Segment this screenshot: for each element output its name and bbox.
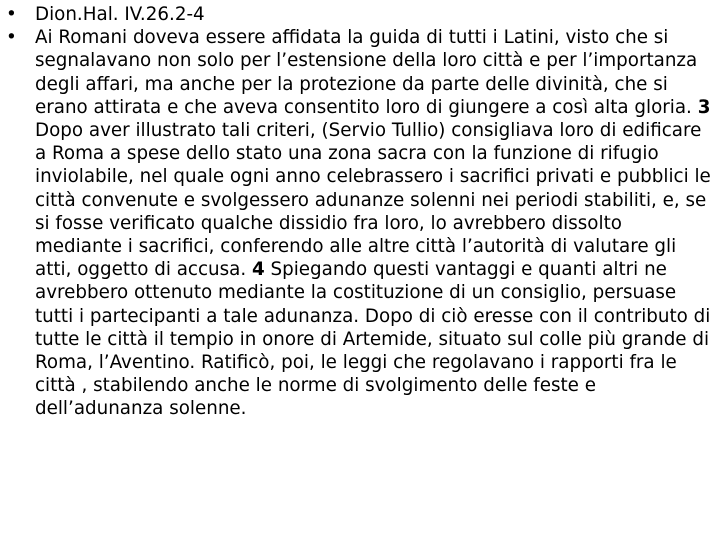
- text-segment: Spiegando questi vantaggi e quanti altri ne avrebbero ottenuto mediante la costituzione di un consiglio, persuase tutti i partecipanti a tale adunanza. Dopo di ciò eresse con il contributo di tutte le città il tempio in onore di Artemide, situato sul colle più grande di Roma, l’Aventino. Ratificò, poi, le leggi che regolavano i rapporti fra le città , stabilendo anche le norme di svolgimento delle feste e dell’adunanza solenne.: [35, 259, 711, 420]
- bullet-list: [6, 3, 712, 421]
- bullet-icon: •: [6, 4, 17, 25]
- text-segment: Ai Romani doveva essere affidata la guida di tutti i Latini, visto che si segnalavano non solo per l’estensione della loro città e per l’importanza degli affari, ma anche per la protezione da parte delle divinità, che si erano attirata e che aveva consentito loro di giungere a così alta gloria.: [35, 27, 698, 118]
- bullet-item-source: [6, 3, 712, 26]
- text-segment: Dopo aver illustrato tali criteri, (Servio Tullio) consigliava loro di edificare a Roma a spese dello stato una zona sacra con la funzione di rifugio inviolabile, nel quale ogni anno celebrassero i sacrifici privati e pubblici le città convenute e svolgessero adunanze solenni nei periodi stabiliti, e, se si fosse verificato qualche dissidio fra loro, lo avrebbero dissolto mediante i sacrifici, conferendo alle altre città l’autorità di valutare gli atti, oggetto di accusa.: [35, 120, 711, 281]
- bullet-item-passage: [6, 26, 712, 420]
- section-number: 4: [251, 259, 265, 281]
- text-segment: Dion.Hal. IV.26.2-4: [35, 4, 205, 25]
- bullet-text: [35, 3, 712, 26]
- bullet-text: [35, 26, 712, 420]
- bullet-icon: •: [6, 27, 17, 49]
- section-number: 3: [697, 96, 711, 118]
